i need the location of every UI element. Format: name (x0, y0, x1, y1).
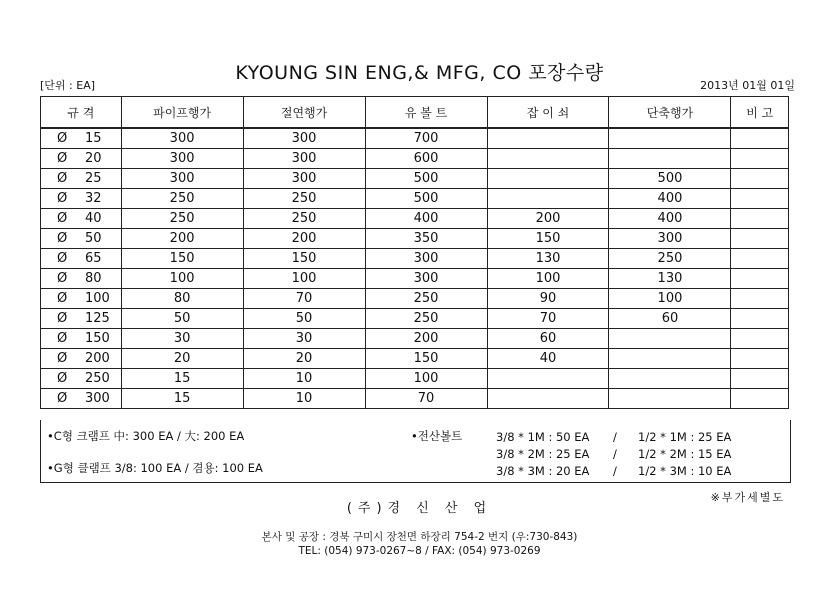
quantity-cell (731, 169, 789, 189)
quantity-cell: 250 (243, 209, 365, 229)
table-row (41, 369, 789, 389)
quantity-cell: 100 (121, 269, 243, 289)
quantity-cell: 400 (365, 209, 487, 229)
table-header-row (41, 97, 789, 129)
quantity-cell: 200 (487, 209, 609, 229)
table-row (41, 229, 789, 249)
g-clamp-note: •G형 클램프 3/8: 100 EA / 겸용: 100 EA (47, 461, 263, 475)
quantity-cell: 100 (609, 289, 731, 309)
quantity-cell (731, 149, 789, 169)
quantity-cell: 300 (243, 169, 365, 189)
unit-label: [단위 : EA] (40, 79, 96, 92)
quantity-cell: 600 (365, 149, 487, 169)
bolt-separator: / (613, 447, 617, 461)
company-contact: TEL: (054) 973-0267~8 / FAX: (054) 973-0269 (298, 545, 541, 557)
bolt-separator: / (613, 430, 617, 444)
header-holder: 잡 이 쇠 (487, 97, 609, 129)
quantity-cell: 50 (121, 309, 243, 329)
size-value: 200 (85, 351, 110, 366)
bolt-spec-5: 1/2 * 2M : 15 EA (638, 447, 732, 461)
quantity-cell: 100 (365, 369, 487, 389)
size-value: 150 (85, 331, 110, 346)
quantity-cell (731, 209, 789, 229)
quantity-cell: 200 (121, 229, 243, 249)
quantity-cell (731, 389, 789, 409)
quantity-cell: 15 (121, 389, 243, 409)
quantity-cell: 70 (243, 289, 365, 309)
quantity-cell (487, 389, 609, 409)
size-value: 300 (85, 391, 110, 406)
quantity-cell: 300 (365, 249, 487, 269)
quantity-cell (609, 329, 731, 349)
quantity-cell (487, 128, 609, 149)
quantity-cell (731, 229, 789, 249)
quantity-cell: 40 (487, 349, 609, 369)
diameter-symbol: Ø (57, 311, 68, 326)
size-cell (41, 369, 122, 389)
quantity-cell: 90 (487, 289, 609, 309)
quantity-cell: 200 (243, 229, 365, 249)
quantity-cell (731, 289, 789, 309)
quantity-cell (731, 249, 789, 269)
table-row (41, 128, 789, 149)
quantity-cell: 150 (365, 349, 487, 369)
quantity-cell: 30 (243, 329, 365, 349)
quantity-cell: 70 (487, 309, 609, 329)
table-row (41, 329, 789, 349)
diameter-symbol: Ø (57, 371, 68, 386)
diameter-symbol: Ø (57, 171, 68, 186)
quantity-cell: 250 (609, 249, 731, 269)
diameter-symbol: Ø (57, 211, 68, 226)
table-row (41, 389, 789, 409)
size-value: 80 (85, 271, 102, 286)
diameter-symbol: Ø (57, 351, 68, 366)
size-cell (41, 349, 122, 369)
table-row (41, 309, 789, 329)
diameter-symbol: Ø (57, 191, 68, 206)
quantity-cell: 400 (609, 189, 731, 209)
quantity-cell: 300 (609, 229, 731, 249)
diameter-symbol: Ø (57, 291, 68, 306)
quantity-cell: 20 (243, 349, 365, 369)
table-row (41, 169, 789, 189)
document-title: KYOUNG SIN ENG,& MFG, CO 포장수량 (235, 62, 604, 84)
quantity-cell (487, 169, 609, 189)
size-value: 125 (85, 311, 110, 326)
quantity-cell (731, 349, 789, 369)
quantity-cell: 700 (365, 128, 487, 149)
size-value: 32 (85, 191, 102, 206)
size-cell (41, 329, 122, 349)
header-pipe-hanger: 파이프행가 (121, 97, 243, 129)
quantity-cell: 60 (487, 329, 609, 349)
quantity-cell: 500 (365, 169, 487, 189)
header-remarks: 비 고 (731, 97, 789, 129)
size-cell (41, 229, 122, 249)
quantity-cell: 400 (609, 209, 731, 229)
quantity-cell: 350 (365, 229, 487, 249)
quantity-cell: 130 (609, 269, 731, 289)
notes-box (40, 420, 791, 483)
size-value: 15 (85, 131, 102, 146)
quantity-cell: 100 (487, 269, 609, 289)
size-cell (41, 169, 122, 189)
quantity-cell (609, 349, 731, 369)
quantity-cell: 250 (121, 209, 243, 229)
diameter-symbol: Ø (57, 251, 68, 266)
table-row (41, 269, 789, 289)
quantity-cell (609, 149, 731, 169)
size-value: 50 (85, 231, 102, 246)
size-cell (41, 309, 122, 329)
size-cell (41, 289, 122, 309)
header-u-bolt: 유 볼 트 (365, 97, 487, 129)
diameter-symbol: Ø (57, 151, 68, 166)
size-cell (41, 269, 122, 289)
diameter-symbol: Ø (57, 271, 68, 286)
quantity-cell: 300 (243, 149, 365, 169)
table-row (41, 289, 789, 309)
quantity-cell: 300 (121, 169, 243, 189)
table-row (41, 149, 789, 169)
quantity-cell: 300 (365, 269, 487, 289)
size-cell (41, 389, 122, 409)
size-cell (41, 249, 122, 269)
bolt-separator: / (613, 464, 617, 478)
quantity-cell: 80 (121, 289, 243, 309)
quantity-cell (731, 189, 789, 209)
size-value: 65 (85, 251, 102, 266)
quantity-cell: 10 (243, 369, 365, 389)
quantity-cell: 250 (365, 309, 487, 329)
table-row (41, 249, 789, 269)
quantity-cell: 500 (365, 189, 487, 209)
quantity-cell: 20 (121, 349, 243, 369)
header-short-hanger: 단축행가 (609, 97, 731, 129)
quantity-cell: 100 (243, 269, 365, 289)
quantity-cell: 150 (243, 249, 365, 269)
quantity-cell: 300 (243, 128, 365, 149)
quantity-cell: 70 (365, 389, 487, 409)
quantity-cell (731, 269, 789, 289)
quantity-cell (609, 369, 731, 389)
quantity-cell: 15 (121, 369, 243, 389)
size-cell (41, 189, 122, 209)
table-body (41, 128, 789, 409)
quantity-cell: 60 (609, 309, 731, 329)
size-cell (41, 128, 122, 149)
quantity-cell (731, 309, 789, 329)
quantity-cell (609, 128, 731, 149)
size-value: 250 (85, 371, 110, 386)
bolt-spec-4: 1/2 * 1M : 25 EA (638, 430, 732, 444)
quantity-cell (487, 369, 609, 389)
quantity-cell: 130 (487, 249, 609, 269)
quantity-cell (487, 149, 609, 169)
quantity-cell (609, 389, 731, 409)
company-address: 본사 및 공장 : 경북 구미시 장천면 하장리 754-2 번지 (우:730-843) (261, 531, 578, 543)
diameter-symbol: Ø (57, 391, 68, 406)
quantity-cell: 250 (365, 289, 487, 309)
diameter-symbol: Ø (57, 331, 68, 346)
size-value: 25 (85, 171, 102, 186)
quantity-cell: 250 (121, 189, 243, 209)
bolt-spec-2: 3/8 * 2M : 25 EA (496, 447, 590, 461)
size-cell (41, 149, 122, 169)
company-name: (주)경 신 산 업 (346, 501, 493, 516)
size-value: 40 (85, 211, 102, 226)
header-insulated-hanger: 절연행가 (243, 97, 365, 129)
quantity-cell: 300 (121, 149, 243, 169)
table-row (41, 209, 789, 229)
quantity-cell: 300 (121, 128, 243, 149)
quantity-cell: 250 (243, 189, 365, 209)
quantity-cell (731, 329, 789, 349)
size-value: 20 (85, 151, 102, 166)
quantity-cell: 150 (487, 229, 609, 249)
table-row (41, 349, 789, 369)
quantity-cell: 200 (365, 329, 487, 349)
bolt-spec-6: 1/2 * 3M : 10 EA (638, 464, 732, 478)
quantity-cell (731, 369, 789, 389)
bolt-label: •전산볼트 (411, 429, 463, 443)
quantity-cell: 30 (121, 329, 243, 349)
size-cell (41, 209, 122, 229)
quantity-cell: 10 (243, 389, 365, 409)
packing-quantity-table (40, 96, 789, 409)
c-clamp-note: •C형 크램프 中: 300 EA / 大: 200 EA (47, 429, 245, 443)
bolt-spec-3: 3/8 * 3M : 20 EA (496, 464, 590, 478)
quantity-cell: 50 (243, 309, 365, 329)
quantity-cell: 500 (609, 169, 731, 189)
quantity-cell (487, 189, 609, 209)
quantity-cell: 150 (121, 249, 243, 269)
table-row (41, 189, 789, 209)
header-size: 규 격 (41, 97, 122, 129)
bolt-spec-1: 3/8 * 1M : 50 EA (496, 430, 590, 444)
document-date: 2013년 01월 01일 (700, 79, 795, 92)
size-value: 100 (85, 291, 110, 306)
diameter-symbol: Ø (57, 231, 68, 246)
quantity-cell (731, 128, 789, 149)
tax-note: ※부가세별도 (710, 491, 785, 504)
diameter-symbol: Ø (57, 131, 68, 146)
